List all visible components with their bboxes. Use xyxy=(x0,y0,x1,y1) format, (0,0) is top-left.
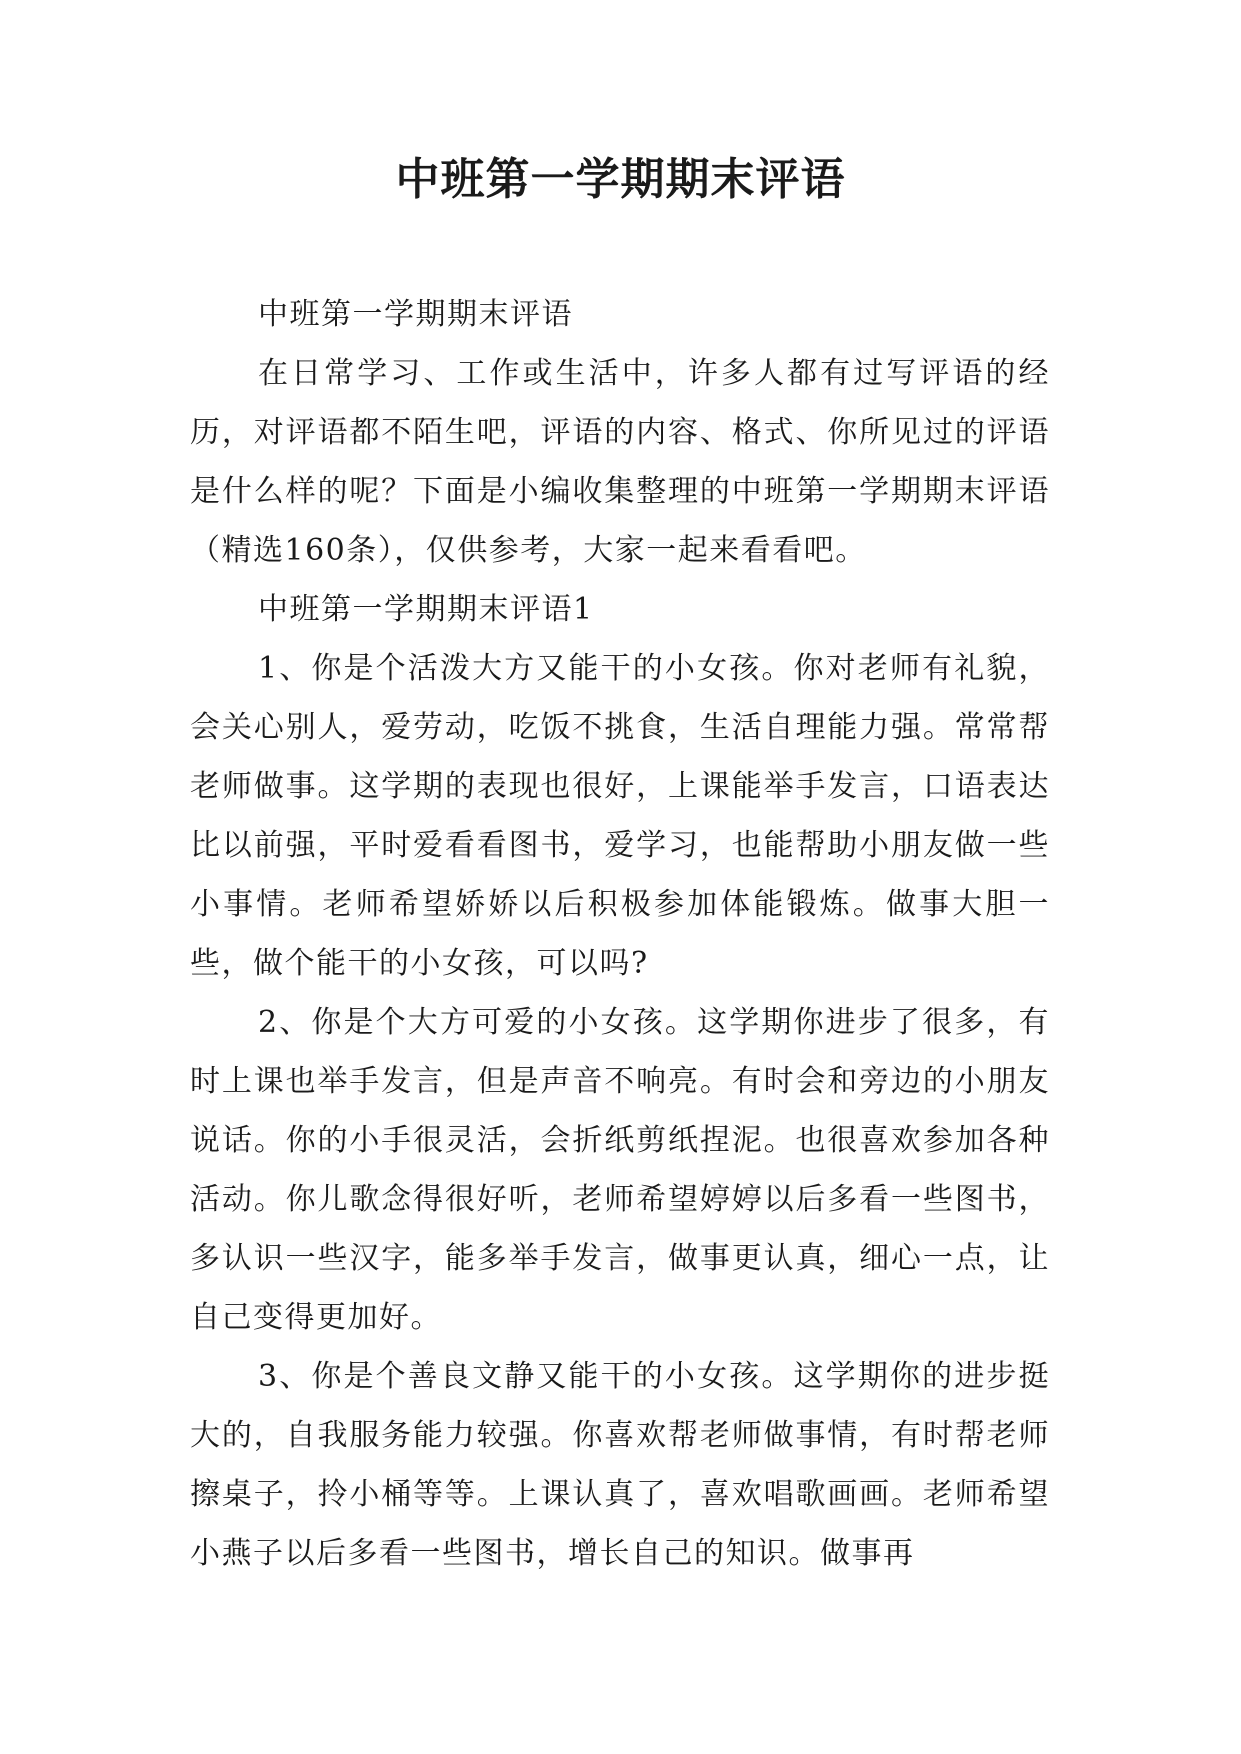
paragraph-intro: 在日常学习、工作或生活中，许多人都有过写评语的经历，对评语都不陌生吧，评语的内容、格式、你所见过的评语是什么样的呢？下面是小编收集整理的中班第一学期期末评语（精选160条），仅供参考，大家一起来看看吧。 xyxy=(190,356,1050,568)
section-heading: 中班第一学期期末评语1 xyxy=(258,592,594,627)
comment-item-2: 2、你是个大方可爱的小女孩。这学期你进步了很多，有时上课也举手发言，但是声音不响亮。有时会和旁边的小朋友说话。你的小手很灵活，会折纸剪纸捏泥。也很喜欢参加各种活动。你儿歌念得很好听，老师希望婷婷以后多看一些图书，多认识一些汉字，能多举手发言，做事更认真，细心一点，让自己变得更加好。 xyxy=(190,1005,1050,1335)
paragraph-subtitle: 中班第一学期期末评语 xyxy=(258,297,573,332)
document-body xyxy=(190,285,1050,1583)
comment-item-1: 1、你是个活泼大方又能干的小女孩。你对老师有礼貌，会关心别人，爱劳动，吃饭不挑食，生活自理能力强。常常帮老师做事。这学期的表现也很好，上课能举手发言，口语表达比以前强，平时爱看看图书，爱学习，也能帮助小朋友做一些小事情。老师希望娇娇以后积极参加体能锻炼。做事大胆一些，做个能干的小女孩，可以吗? xyxy=(190,651,1050,981)
document-title: 中班第一学期期末评语 xyxy=(395,154,846,205)
comment-item-3: 3、你是个善良文静又能干的小女孩。这学期你的进步挺大的，自我服务能力较强。你喜欢帮老师做事情，有时帮老师擦桌子，拎小桶等等。上课认真了，喜欢唱歌画画。老师希望小燕子以后多看一些图书，增长自己的知识。做事再 xyxy=(190,1359,1050,1571)
